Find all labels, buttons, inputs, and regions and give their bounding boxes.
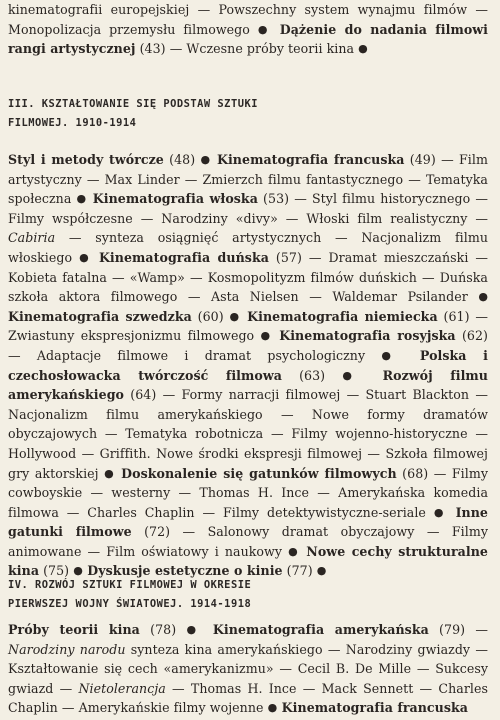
heading-line: PIERWSZEJ WOJNY ŚWIATOWEJ. 1914-1918 xyxy=(8,598,252,610)
bullet-dot-icon: ● xyxy=(200,153,212,166)
bold-topic: Dyskusje estetyczne o kinie xyxy=(82,563,283,579)
bold-topic: Rozwój filmu amerykańskiego xyxy=(8,367,488,403)
bullet-dot-icon: ● xyxy=(316,564,327,578)
bold-topic: Próby teorii kina xyxy=(8,622,140,637)
text-run: (63) xyxy=(281,367,343,383)
text-run: kinematografii europejskiej — Powszechny system wynajmu filmów — Monopolizacja przemysłu filmowego xyxy=(8,2,488,37)
text-run: (60) xyxy=(191,308,230,324)
bullet-dot-icon: ● xyxy=(260,329,273,343)
bullet-dot-icon: ● xyxy=(186,623,203,636)
text-run: (78) xyxy=(139,622,187,637)
bold-topic: Kinematografia niemiecka xyxy=(240,308,438,324)
paragraph-section-iv xyxy=(8,620,488,718)
bold-topic: Kinematografia francuska xyxy=(211,152,405,167)
paragraph-continuation xyxy=(8,0,488,59)
paragraph-section-iii xyxy=(8,150,488,581)
bullet-dot-icon: ● xyxy=(79,250,92,264)
text-run: (53) — Styl filmu historycznego — Filmy współczesne — Narodziny «divy» — Włoski film realistyczny — xyxy=(8,191,488,226)
text-run: (77) xyxy=(282,563,317,579)
bullet-dot-icon: ● xyxy=(104,466,116,480)
bullet-dot-icon: ● xyxy=(257,22,272,36)
bullet-dot-icon: ● xyxy=(342,368,366,382)
bold-topic: Kinematografia duńska xyxy=(91,249,269,265)
heading-line: IV. ROZWÓJ SZTUKI FILMOWEJ W OKRESIE xyxy=(8,579,252,591)
heading-line: III. KSZTAŁTOWANIE SIĘ PODSTAW SZTUKI xyxy=(8,98,258,110)
bold-topic: Nowe cechy strukturalne kina xyxy=(8,543,488,579)
bullet-dot-icon: ● xyxy=(478,290,488,304)
text-run: — synteza osiągnięć artystycznych — Nacjonalizm filmu włoskiego xyxy=(8,230,488,265)
text-run: — Thomas H. Ince — Mack Sennett — Charles Chaplin — Amerykańskie filmy wojenne xyxy=(8,680,488,716)
bullet-dot-icon: ● xyxy=(288,544,300,558)
section-heading-iii xyxy=(8,95,258,133)
bold-topic: Kinematografia amerykańska xyxy=(202,622,429,637)
bold-topic: Polska i czechosłowacka twórczość filmowa xyxy=(8,347,489,383)
bold-topic: Kinematografia francuska xyxy=(277,700,468,716)
text-run: (79) — xyxy=(428,622,488,637)
text-run: (75) xyxy=(39,563,74,579)
text-run: (64) — Formy narracji filmowej — Stuart Blackton — Nacjonalizm filmu amerykańskiego — Nowe formy dramatów obyczajowych — Tematyka robotnicza — Filmy wojenno-historyczne — Hollywood — Griffith. Nowe środki ekspresji filmowej — Szkoła filmowej gry aktorskiej xyxy=(8,387,488,481)
text-run: (48) xyxy=(163,152,201,167)
bold-topic: Kinematografia włoska xyxy=(87,191,258,207)
bullet-dot-icon: ● xyxy=(73,564,83,578)
bold-topic: Dążenie do nadania filmowi rangi artystycznej xyxy=(8,21,488,57)
bullet-dot-icon: ● xyxy=(76,192,88,206)
bold-topic: Styl i metody twórcze xyxy=(8,152,164,167)
bullet-dot-icon: ● xyxy=(229,309,241,323)
bold-topic: Kinematografia szwedzka xyxy=(8,308,192,324)
bold-topic: Inne gatunki filmowe xyxy=(8,504,488,540)
bullet-dot-icon: ● xyxy=(381,348,404,362)
bullet-dot-icon: ● xyxy=(358,42,368,56)
text-run: (43) — Wczesne próby teorii kina xyxy=(135,41,359,57)
bold-topic: Doskonalenie się gatunków filmowych xyxy=(115,465,397,481)
text-run: (49) — Film artystyczny — Max Linder — Zmierzch filmu fantastycznego — Tematyka społeczna xyxy=(8,152,488,207)
italic-title: Cabiria xyxy=(8,230,56,246)
bullet-dot-icon: ● xyxy=(433,505,448,519)
text-run: synteza kina amerykańskiego — Narodziny gwiazdy — Kształtowanie się cech «amerykanizmu» — Cecil B. De Mille — Sukcesy gwiazd — xyxy=(8,641,488,696)
text-run: (68) — Filmy cowboyskie — westerny — Thomas H. Ince — Amerykańska komedia filmowa — Charles Chaplin — Filmy detektywistyczne-seriale xyxy=(8,465,488,520)
text-run: (62) — Adaptacje filmowe i dramat psychologiczny xyxy=(8,328,488,363)
heading-line: FILMOWEJ. 1910-1914 xyxy=(8,117,137,129)
italic-title: Nietolerancja xyxy=(78,680,166,696)
section-heading-iv xyxy=(8,576,251,614)
text-run: (57) — Dramat mieszczański — Kobieta fatalna — «Wamp» — Kosmopolityzm filmów duńskich — Duńska szkoła aktora filmowego — Asta Nielsen — Waldemar Psilander xyxy=(8,249,488,305)
text-run: (61) — Zwiastuny ekspresjonizmu filmowego xyxy=(8,308,488,344)
bold-topic: Kinematografia rosyjska xyxy=(272,328,456,344)
italic-title: Narodziny narodu xyxy=(8,641,126,657)
bullet-dot-icon: ● xyxy=(267,701,278,715)
text-run: (72) — Salonowy dramat obyczajowy — Filmy animowane — Film oświatowy i naukowy xyxy=(8,524,488,559)
